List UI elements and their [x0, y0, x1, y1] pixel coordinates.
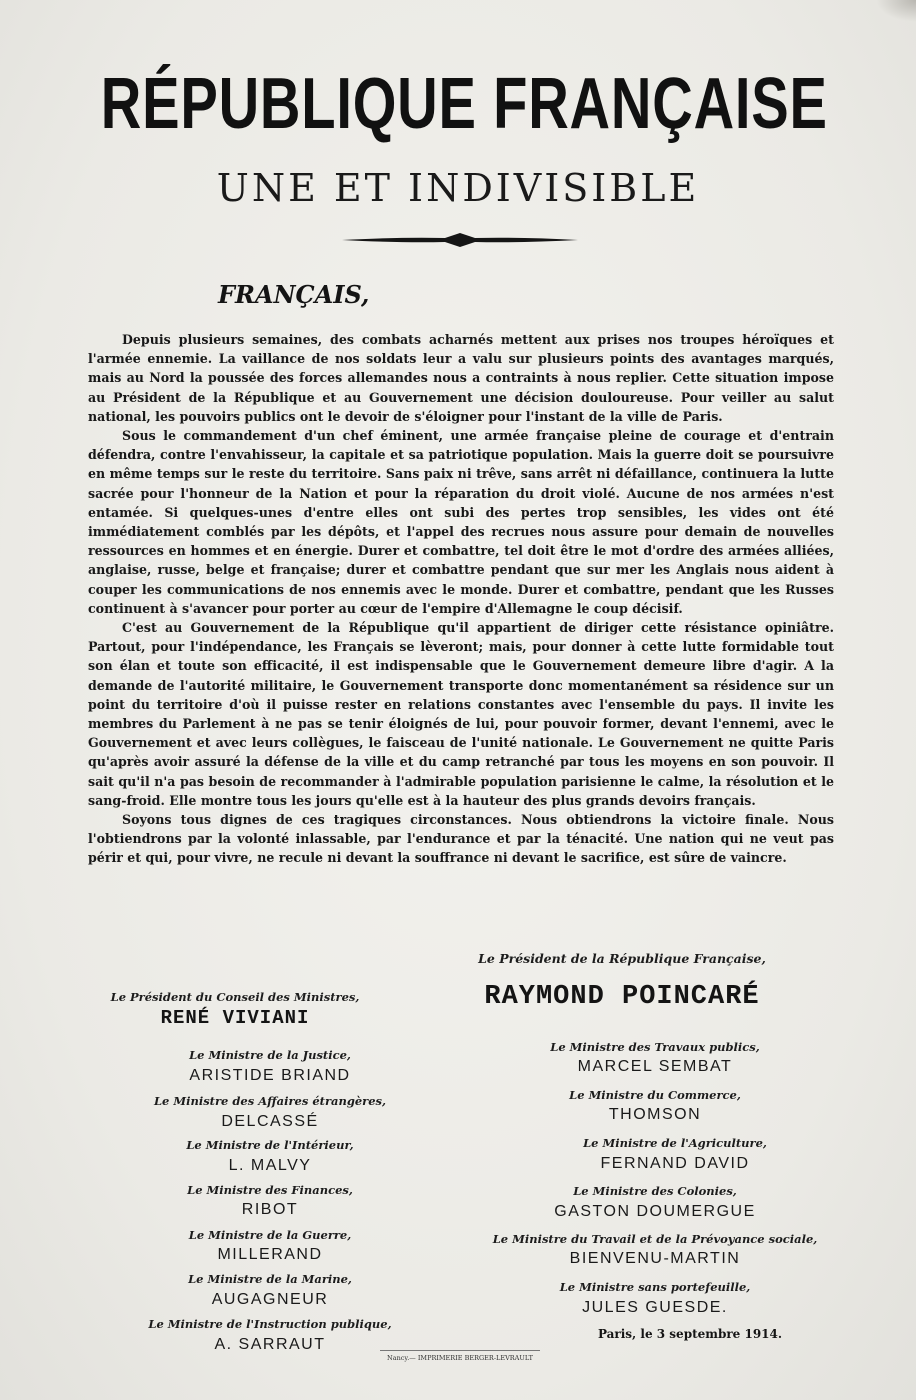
minister-name: AUGAGNEUR — [211, 1291, 329, 1308]
minister-name: MILLERAND — [217, 1246, 323, 1263]
minister-role: Le Ministre de la Guerre, — [188, 1228, 352, 1242]
minister-name: BIENVENU-MARTIN — [569, 1250, 741, 1267]
paragraph: Sous le commandement d'un chef éminent, une armée française pleine de courage et d'entrain défendra, contre l'envahisseur, la capitale et sa patriotique population. Mais la guerre doit se poursuivre en même temps sur le reste du territoire. Sans paix ni trêve, sans arrêt ni défaillance, continuera la lutte sacrée pour l'honneur de la Nation et pour la réparation du droit violé. Aucune de nos armées n'est entamée. Si quelques-unes d'entre elles ont subi des pertes trop sensibles, les vides ont été immédiatement comblés par les dépôts, et l'appel des recrues nous assure pour demain de nouvelles ressources en hommes et en énergie. Durer et combattre, tel doit être le mot d'ordre des armées alliées, anglaise, russe, belge et française; durer et combattre pendant que sur mer les Anglais nous aident à couper les communications de nos ennemis avec le monde. Durer et combattre, pendant que les Russes continuent à s'avancer pour porter au cœur de l'empire d'Allemagne le coup décisif. — [88, 428, 834, 616]
president-role: Le Président de la République Française, — [478, 951, 766, 966]
minister-name: GASTON DOUMERGUE — [554, 1203, 756, 1220]
paragraph: Depuis plusieurs semaines, des combats acharnés mettent aux prises nos troupes héroïques et l'armée ennemie. La vaillance de nos soldats leur a valu sur plusieurs points des avantages marqués, mais au Nord la poussée des forces allemandes nous a contraints à nous replier. Cette situation impose au Président de la République et au Gouvernement une décision douloureuse. Pour veiller au salut national, les pouvoirs publics ont le devoir de s'éloigner pour l'instant de la ville de Paris. — [88, 332, 834, 424]
minister-role: Le Ministre de l'Intérieur, — [186, 1138, 354, 1152]
minister-role: Le Ministre du Commerce, — [569, 1088, 741, 1102]
minister-role: Le Ministre de la Marine, — [188, 1272, 352, 1286]
president-name: RAYMOND POINCARÉ — [484, 982, 760, 1012]
minister-name: JULES GUESDE. — [582, 1299, 728, 1316]
minister-role: Le Ministre de l'Instruction publique, — [148, 1317, 392, 1331]
printer-imprint: Nancy.— IMPRIMERIE BERGER-LEVRAULT — [380, 1350, 540, 1363]
minister-role: Le Ministre sans portefeuille, — [559, 1280, 751, 1294]
paper-stain — [876, 0, 916, 22]
minister-name: L. MALVY — [228, 1157, 312, 1174]
proclamation-text — [88, 330, 834, 868]
salutation: FRANÇAIS, — [218, 280, 370, 309]
minister-role: Le Ministre de la Justice, — [189, 1048, 351, 1062]
paragraph: C'est au Gouvernement de la République qu'il appartient de diriger cette résistance opiniâtre. Partout, pour l'indépendance, les Français se lèveront; mais, pour donner à cette lutte formidable tout son élan et toute son efficacité, il est indispensable que le Gouvernement demeure libre d'agir. A la demande de l'autorité militaire, le Gouvernement transporte donc momentanément sa résidence sur un point du territoire d'où il puisse rester en relations constantes avec l'ensemble du pays. Il invite les membres du Parlement à ne pas se tenir éloignés de lui, pour pouvoir former, devant l'ennemi, avec le Gouvernement et avec leurs collègues, le faisceau de l'unité nationale. Le Gouvernement ne quitte Paris qu'après avoir assuré la défense de la ville et du camp retranché par tous les moyens en son pouvoir. Il sait qu'il n'a pas besoin de recommander à l'admirable population parisienne le calme, la résolution et le sang-froid. Elle montre tous les jours qu'elle est à la hauteur des plus grands devoirs français. — [88, 620, 834, 808]
council-president-role: Le Président du Conseil des Ministres, — [110, 990, 360, 1004]
minister-name: MARCEL SEMBAT — [577, 1058, 733, 1075]
minister-role: Le Ministre du Travail et de la Prévoyance sociale, — [492, 1232, 818, 1246]
date-line: Paris, le 3 septembre 1914. — [597, 1327, 783, 1341]
minister-name: ARISTIDE BRIAND — [189, 1067, 351, 1084]
minister-role: Le Ministre des Finances, — [187, 1183, 353, 1197]
minister-name: THOMSON — [608, 1106, 702, 1123]
minister-name: DELCASSÉ — [221, 1113, 319, 1130]
minister-role: Le Ministre de l'Agriculture, — [583, 1136, 767, 1150]
paragraph: Soyons tous dignes de ces tragiques circonstances. Nous obtiendrons la victoire finale. Nous l'obtiendrons par la volonté inlassable, par l'endurance et par la ténacité. Une nation qui ne veut pas périr et qui, pour vivre, ne recule ni devant la souffrance ni devant le sacrifice, est sûre de vaincre. — [88, 812, 834, 866]
minister-role: Le Ministre des Colonies, — [573, 1184, 737, 1198]
minister-name: FERNAND DAVID — [600, 1155, 750, 1172]
poster-subtitle: UNE ET INDIVISIBLE — [216, 166, 700, 210]
ornament-divider-icon — [340, 230, 580, 250]
council-president-name: RENÉ VIVIANI — [160, 1007, 310, 1029]
minister-name: RIBOT — [241, 1201, 299, 1218]
minister-role: Le Ministre des Affaires étrangères, — [153, 1094, 387, 1108]
minister-name: A. SARRAUT — [214, 1336, 326, 1353]
poster-title: RÉPUBLIQUE FRANÇAISE — [100, 64, 828, 144]
minister-role: Le Ministre des Travaux publics, — [550, 1040, 760, 1054]
